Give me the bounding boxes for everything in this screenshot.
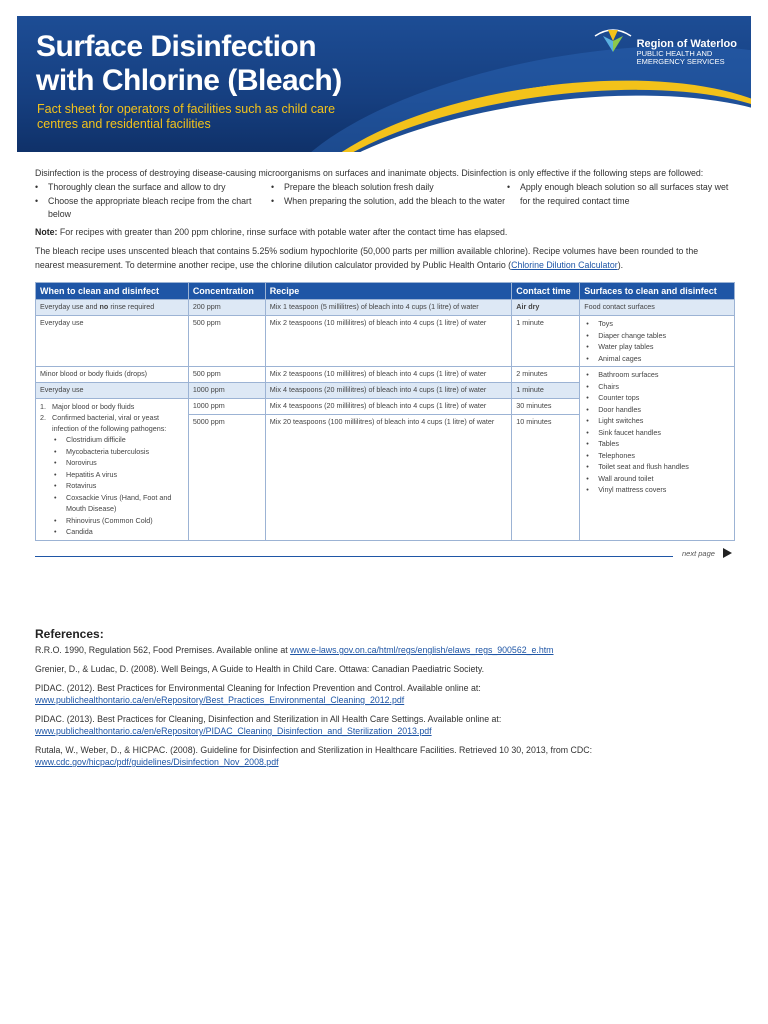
surface-item: • Wall around toilet bbox=[586, 473, 730, 485]
step-item: • Apply enough bleach solution so all surfaces stay wet for the required contact time bbox=[507, 181, 735, 208]
steps-column-2 bbox=[271, 181, 507, 222]
table-row bbox=[36, 300, 735, 316]
reference-text: PIDAC. (2013). Best Practices for Cleaning, Disinfection and Sterilization in All Health Care Settings. Available online at: bbox=[35, 714, 502, 724]
table-header-row bbox=[36, 283, 735, 300]
surface-item: • Bathroom surfaces bbox=[586, 369, 730, 381]
pathogen-item: • Candida bbox=[54, 526, 184, 538]
column-header: Contact time bbox=[512, 283, 580, 300]
column-header: Recipe bbox=[265, 283, 511, 300]
next-page-arrow-icon[interactable] bbox=[723, 548, 732, 558]
contact-time-cell: 2 minutes bbox=[512, 367, 580, 383]
recipe-paragraph bbox=[35, 244, 725, 272]
region-logo bbox=[593, 26, 737, 66]
bleach-recipe-table bbox=[35, 282, 735, 541]
surface-item: • Animal cages bbox=[586, 353, 730, 365]
step-item: • Thoroughly clean the surface and allow to dry bbox=[35, 181, 271, 195]
contact-time-value: Air dry bbox=[516, 302, 540, 311]
logo-sub-2: EMERGENCY SERVICES bbox=[636, 57, 725, 66]
concentration-cell: 500 ppm bbox=[188, 316, 265, 367]
when-list bbox=[40, 401, 184, 538]
page-subtitle: Fact sheet for operators of facilities such as child care centres and residential facilities bbox=[37, 102, 336, 131]
list-number: 1. bbox=[40, 402, 46, 411]
reference-item bbox=[35, 682, 725, 706]
references-heading: References: bbox=[35, 627, 104, 641]
surfaces-cell: Food contact surfaces bbox=[580, 300, 735, 316]
surface-item: • Light switches bbox=[586, 415, 730, 427]
when-cell: Everyday use bbox=[36, 316, 189, 367]
contact-time-cell: 1 minute bbox=[512, 316, 580, 367]
contact-time-cell: 30 minutes bbox=[512, 399, 580, 415]
note-paragraph bbox=[35, 227, 507, 237]
reference-text: Rutala, W., Weber, D., & HICPAC. (2008). Guideline for Disinfection and Sterilization in Healthcare Facilities. Retrieved 10 30, 2013, from CDC: bbox=[35, 745, 593, 755]
surfaces-cell bbox=[580, 367, 735, 541]
when-item bbox=[40, 401, 184, 412]
reference-link[interactable]: www.e-laws.gov.on.ca/html/regs/english/elaws_regs_900562_e.htm bbox=[290, 645, 554, 655]
recipe-cell: Mix 1 teaspoon (5 millilitres) of bleach into 4 cups (1 litre) of water bbox=[265, 300, 511, 316]
pathogen-item: • Clostridium difficile bbox=[54, 434, 184, 446]
reference-text: PIDAC. (2012). Best Practices for Environmental Cleaning for Infection Prevention and Control. Available online at: bbox=[35, 683, 481, 693]
surface-item: • Toys bbox=[586, 318, 730, 330]
surfaces-list bbox=[584, 318, 730, 364]
concentration-cell: 1000 ppm bbox=[188, 399, 265, 415]
steps-column-1 bbox=[35, 181, 271, 222]
recipe-text-end: ). bbox=[617, 260, 624, 270]
column-header: Surfaces to clean and disinfect bbox=[580, 283, 735, 300]
logo-sub-1: PUBLIC HEALTH AND bbox=[636, 49, 713, 58]
intro-paragraph: Disinfection is the process of destroying disease-causing microorganisms on surfaces and inanimate objects. Disinfection is only effective if the following steps are followed: bbox=[35, 168, 704, 178]
surface-item: • Telephones bbox=[586, 450, 730, 462]
concentration-cell: 5000 ppm bbox=[188, 415, 265, 541]
recipe-cell: Mix 2 teaspoons (10 millilitres) of bleach into 4 cups (1 litre) of water bbox=[265, 316, 511, 367]
surface-item: • Vinyl mattress covers bbox=[586, 484, 730, 496]
surface-item: • Sink faucet handles bbox=[586, 427, 730, 439]
pathogen-item: • Rotavirus bbox=[54, 480, 184, 492]
contact-time-cell bbox=[512, 300, 580, 316]
recipe-cell: Mix 4 teaspoons (20 millilitres) of bleach into 4 cups (1 litre) of water bbox=[265, 399, 511, 415]
logo-name: Region of Waterloo bbox=[636, 38, 737, 50]
surface-item: • Chairs bbox=[586, 381, 730, 393]
surfaces-cell bbox=[580, 316, 735, 367]
when-item-text: Major blood or body fluids bbox=[52, 402, 135, 411]
title-line-2: with Chlorine (Bleach) bbox=[36, 64, 342, 97]
recipe-text: The bleach recipe uses unscented bleach that contains 5.25% sodium hypochlorite (50,000 parts per million available chlorine). Recipe volumes have been rounded to the nearest measurement. To determine another recipe, use the chlorine dilution calculator provided by Public Health Ontario ( bbox=[35, 246, 699, 270]
page-title bbox=[36, 30, 342, 98]
reference-link[interactable]: www.publichealthontario.ca/en/eRepository/Best_Practices_Environmental_Cleaning_2012.pdf bbox=[35, 695, 405, 705]
when-text: Everyday use and bbox=[40, 302, 100, 311]
recipe-cell: Mix 2 teaspoons (10 millilitres) of bleach into 4 cups (1 litre) of water bbox=[265, 367, 511, 383]
pathogen-item: • Coxsackie Virus (Hand, Foot and Mouth Disease) bbox=[54, 492, 184, 515]
reference-text: R.R.O. 1990, Regulation 562, Food Premises. Available online at bbox=[35, 645, 291, 655]
column-header: Concentration bbox=[188, 283, 265, 300]
when-cell: Everyday use bbox=[36, 383, 189, 399]
reference-link[interactable]: www.cdc.gov/hicpac/pdf/guidelines/Disinfection_Nov_2008.pdf bbox=[35, 757, 279, 767]
when-text-end: rinse required bbox=[108, 302, 155, 311]
step-item: • Prepare the bleach solution fresh daily bbox=[271, 181, 507, 195]
when-cell bbox=[36, 300, 189, 316]
list-number: 2. bbox=[40, 413, 46, 422]
references-list bbox=[35, 644, 725, 775]
pathogen-item: • Rhinovirus (Common Cold) bbox=[54, 515, 184, 527]
surface-item: • Tables bbox=[586, 438, 730, 450]
reference-item bbox=[35, 744, 725, 768]
reference-item bbox=[35, 644, 725, 656]
pathogen-item: • Hepatitis A virus bbox=[54, 469, 184, 481]
table-row bbox=[36, 316, 735, 367]
concentration-cell: 200 ppm bbox=[188, 300, 265, 316]
note-text: For recipes with greater than 200 ppm chlorine, rinse surface with potable water after the contact time has elapsed. bbox=[57, 227, 508, 237]
surface-item: • Counter tops bbox=[586, 392, 730, 404]
concentration-cell: 500 ppm bbox=[188, 367, 265, 383]
trillium-logo-icon bbox=[593, 26, 633, 56]
when-emphasis: no bbox=[99, 302, 109, 311]
reference-item: Grenier, D., & Ludac, D. (2008). Well Beings, A Guide to Health in Child Care. Ottawa: Canadian Paediatric Society. bbox=[35, 664, 485, 674]
surface-item: • Water play tables bbox=[586, 341, 730, 353]
header-banner bbox=[17, 16, 751, 152]
note-label: Note: bbox=[35, 227, 58, 237]
steps-column-3 bbox=[507, 181, 735, 222]
contact-time-cell: 10 minutes bbox=[512, 415, 580, 541]
when-cell: Minor blood or body fluids (drops) bbox=[36, 367, 189, 383]
reference-item bbox=[35, 713, 725, 737]
surface-item: • Toilet seat and flush handles bbox=[586, 461, 730, 473]
pathogen-item: • Norovirus bbox=[54, 457, 184, 469]
concentration-cell: 1000 ppm bbox=[188, 383, 265, 399]
when-item-text: Confirmed bacterial, viral or yeast infection of the following pathogens: bbox=[52, 413, 167, 433]
step-item: • Choose the appropriate bleach recipe from the chart below bbox=[35, 195, 271, 222]
table-row bbox=[36, 367, 735, 383]
recipe-cell: Mix 4 teaspoons (20 millilitres) of bleach into 4 cups (1 litre) of water bbox=[265, 383, 511, 399]
surface-item: • Diaper change tables bbox=[586, 330, 730, 342]
surfaces-list bbox=[584, 369, 730, 496]
footer-divider bbox=[35, 556, 673, 557]
chlorine-calculator-link[interactable]: Chlorine Dilution Calculator bbox=[511, 260, 618, 270]
steps-list bbox=[35, 181, 735, 222]
next-page-label[interactable]: next page bbox=[682, 549, 715, 558]
step-item: • When preparing the solution, add the bleach to the water bbox=[271, 195, 507, 209]
when-cell bbox=[36, 399, 189, 541]
pathogen-item: • Mycobacteria tuberculosis bbox=[54, 446, 184, 458]
column-header: When to clean and disinfect bbox=[36, 283, 189, 300]
title-line-1: Surface Disinfection bbox=[36, 30, 317, 63]
contact-time-cell: 1 minute bbox=[512, 383, 580, 399]
when-item bbox=[40, 412, 184, 538]
reference-link[interactable]: www.publichealthontario.ca/en/eRepository/PIDAC_Cleaning_Disinfection_and_Sterilization_2013.pdf bbox=[35, 726, 432, 736]
surface-item: • Door handles bbox=[586, 404, 730, 416]
recipe-cell: Mix 20 teaspoons (100 millilitres) of bleach into 4 cups (1 litre) of water bbox=[265, 415, 511, 541]
pathogen-list bbox=[52, 434, 184, 538]
